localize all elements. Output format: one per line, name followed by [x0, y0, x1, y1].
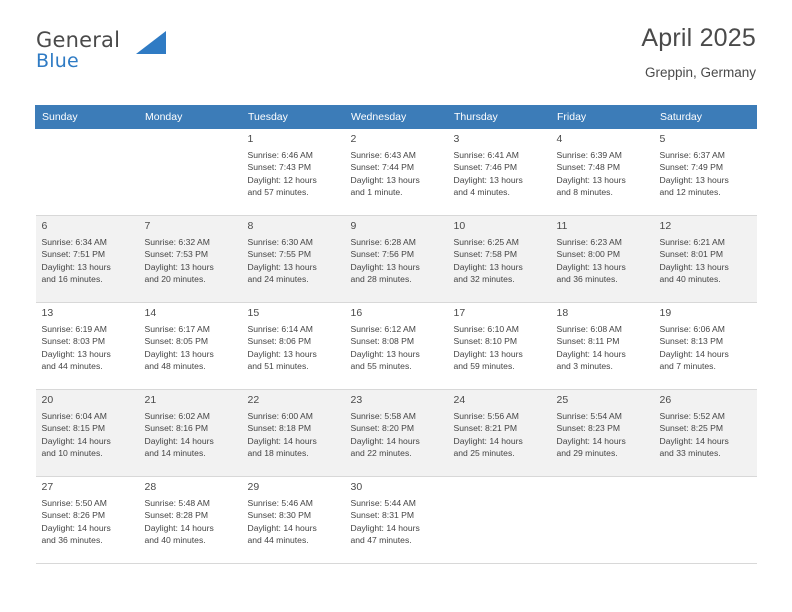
- sunset-text: Sunset: 8:11 PM: [556, 336, 620, 347]
- sunrise-text: Sunrise: 6:19 AM: [41, 324, 107, 334]
- daylight-text-line2: and 8 minutes.: [556, 187, 613, 198]
- day-info: [248, 149, 339, 199]
- day-cell[interactable]: [654, 303, 757, 390]
- daylight-text-line1: Daylight: 13 hours: [144, 261, 214, 272]
- day-info: [557, 323, 648, 373]
- day-cell[interactable]: [448, 303, 551, 390]
- sunset-text: Sunset: 7:43 PM: [247, 162, 312, 173]
- day-info: [42, 236, 133, 286]
- daylight-text-line1: Daylight: 14 hours: [659, 435, 729, 446]
- day-info: [454, 149, 545, 199]
- sunset-text: Sunset: 8:08 PM: [350, 336, 415, 347]
- weekday-header-friday: Friday: [551, 106, 654, 129]
- sunset-text: Sunset: 8:01 PM: [659, 249, 724, 260]
- day-cell[interactable]: [139, 477, 242, 564]
- day-cell[interactable]: [448, 390, 551, 477]
- daylight-text-line1: Daylight: 13 hours: [453, 348, 523, 359]
- day-cell[interactable]: [551, 129, 654, 216]
- triangle-logo-icon: [134, 30, 168, 56]
- sunset-text: Sunset: 8:21 PM: [453, 423, 518, 434]
- daylight-text-line2: and 14 minutes.: [144, 448, 206, 459]
- day-cell: [36, 129, 139, 216]
- sunrise-text: Sunrise: 6:00 AM: [247, 411, 313, 421]
- day-number: 29: [247, 481, 260, 493]
- day-cell[interactable]: [36, 303, 139, 390]
- day-cell[interactable]: [139, 216, 242, 303]
- day-info: [145, 410, 236, 460]
- sunset-text: Sunset: 8:00 PM: [556, 249, 621, 260]
- day-info: [145, 497, 236, 547]
- weekday-header-saturday: Saturday: [654, 106, 757, 129]
- sunset-text: Sunset: 8:18 PM: [247, 423, 312, 434]
- daylight-text-line1: Daylight: 13 hours: [556, 174, 626, 185]
- day-cell[interactable]: [654, 129, 757, 216]
- daylight-text-line2: and 33 minutes.: [659, 448, 721, 459]
- day-info: [42, 497, 133, 547]
- daylight-text-line1: Daylight: 14 hours: [453, 435, 523, 446]
- daylight-text-line2: and 25 minutes.: [453, 448, 515, 459]
- sunset-text: Sunset: 8:30 PM: [247, 510, 312, 521]
- day-number: 17: [453, 307, 466, 319]
- calendar-week-row: [36, 477, 757, 564]
- daylight-text-line2: and 1 minute.: [350, 187, 403, 198]
- day-cell[interactable]: [242, 390, 345, 477]
- day-number: 23: [350, 394, 363, 406]
- sunrise-text: Sunrise: 6:32 AM: [144, 237, 210, 247]
- sunset-text: Sunset: 8:31 PM: [350, 510, 415, 521]
- sunset-text: Sunset: 7:46 PM: [453, 162, 518, 173]
- daylight-text-line2: and 44 minutes.: [41, 361, 103, 372]
- daylight-text-line2: and 29 minutes.: [556, 448, 618, 459]
- day-number: 22: [247, 394, 260, 406]
- sunset-text: Sunset: 8:25 PM: [659, 423, 724, 434]
- day-number: 2: [350, 133, 357, 145]
- day-cell[interactable]: [36, 477, 139, 564]
- day-number: 3: [453, 133, 460, 145]
- daylight-text-line1: Daylight: 13 hours: [453, 174, 523, 185]
- sunset-text: Sunset: 8:20 PM: [350, 423, 415, 434]
- day-info: [660, 410, 751, 460]
- day-info: [351, 497, 442, 547]
- day-number: 14: [144, 307, 157, 319]
- daylight-text-line1: Daylight: 14 hours: [556, 435, 626, 446]
- day-info: [351, 236, 442, 286]
- day-info: [557, 410, 648, 460]
- day-info: [557, 236, 648, 286]
- day-number: 18: [556, 307, 569, 319]
- daylight-text-line1: Daylight: 14 hours: [247, 435, 317, 446]
- day-number: 5: [659, 133, 666, 145]
- day-info: [557, 149, 648, 199]
- daylight-text-line1: Daylight: 13 hours: [453, 261, 523, 272]
- daylight-text-line1: Daylight: 13 hours: [41, 261, 111, 272]
- day-info: [248, 323, 339, 373]
- sunrise-text: Sunrise: 6:08 AM: [556, 324, 622, 334]
- sunrise-text: Sunrise: 6:02 AM: [144, 411, 210, 421]
- sunrise-text: Sunrise: 6:12 AM: [350, 324, 416, 334]
- weekday-header-wednesday: Wednesday: [345, 106, 448, 129]
- daylight-text-line2: and 28 minutes.: [350, 274, 412, 285]
- daylight-text-line2: and 36 minutes.: [41, 535, 103, 546]
- sunset-text: Sunset: 8:06 PM: [247, 336, 312, 347]
- daylight-text-line2: and 7 minutes.: [659, 361, 716, 372]
- day-cell: [448, 477, 551, 564]
- sunrise-text: Sunrise: 5:50 AM: [41, 498, 107, 508]
- daylight-text-line2: and 3 minutes.: [556, 361, 613, 372]
- sunrise-text: Sunrise: 5:46 AM: [247, 498, 313, 508]
- day-info: [145, 323, 236, 373]
- day-number: 13: [41, 307, 54, 319]
- day-cell[interactable]: [242, 303, 345, 390]
- daylight-text-line2: and 16 minutes.: [41, 274, 103, 285]
- day-number: 20: [41, 394, 54, 406]
- daylight-text-line1: Daylight: 14 hours: [556, 348, 626, 359]
- weekday-header-tuesday: Tuesday: [242, 106, 345, 129]
- sunrise-text: Sunrise: 6:21 AM: [659, 237, 725, 247]
- sunrise-text: Sunrise: 6:06 AM: [659, 324, 725, 334]
- daylight-text-line1: Daylight: 12 hours: [247, 174, 317, 185]
- day-info: [248, 410, 339, 460]
- sunset-text: Sunset: 7:44 PM: [350, 162, 415, 173]
- day-number: 8: [247, 220, 254, 232]
- calendar-header-row: [36, 106, 757, 129]
- daylight-text-line2: and 22 minutes.: [350, 448, 412, 459]
- daylight-text-line1: Daylight: 13 hours: [350, 261, 420, 272]
- daylight-text-line2: and 51 minutes.: [247, 361, 309, 372]
- title-block: [641, 24, 756, 80]
- daylight-text-line1: Daylight: 13 hours: [41, 348, 111, 359]
- calendar-table: [35, 105, 757, 564]
- day-cell[interactable]: [345, 303, 448, 390]
- daylight-text-line2: and 47 minutes.: [350, 535, 412, 546]
- day-info: [454, 410, 545, 460]
- daylight-text-line2: and 4 minutes.: [453, 187, 510, 198]
- day-cell[interactable]: [551, 303, 654, 390]
- day-number: 28: [144, 481, 157, 493]
- daylight-text-line2: and 18 minutes.: [247, 448, 309, 459]
- sunset-text: Sunset: 8:05 PM: [144, 336, 209, 347]
- daylight-text-line1: Daylight: 14 hours: [350, 435, 420, 446]
- day-cell[interactable]: [654, 216, 757, 303]
- daylight-text-line1: Daylight: 14 hours: [247, 522, 317, 533]
- day-info: [351, 323, 442, 373]
- page-header: [36, 24, 756, 100]
- daylight-text-line1: Daylight: 14 hours: [659, 348, 729, 359]
- sunrise-text: Sunrise: 6:23 AM: [556, 237, 622, 247]
- day-number: 26: [659, 394, 672, 406]
- day-cell[interactable]: [551, 390, 654, 477]
- day-cell[interactable]: [551, 216, 654, 303]
- daylight-text-line2: and 20 minutes.: [144, 274, 206, 285]
- sunrise-text: Sunrise: 6:46 AM: [247, 150, 313, 160]
- sunrise-text: Sunrise: 6:10 AM: [453, 324, 519, 334]
- sunrise-text: Sunrise: 5:44 AM: [350, 498, 416, 508]
- sunset-text: Sunset: 8:10 PM: [453, 336, 518, 347]
- sunset-text: Sunset: 8:13 PM: [659, 336, 724, 347]
- weekday-header-sunday: Sunday: [36, 106, 139, 129]
- day-cell[interactable]: [139, 390, 242, 477]
- day-number: 16: [350, 307, 363, 319]
- day-info: [351, 410, 442, 460]
- day-number: 15: [247, 307, 260, 319]
- sunset-text: Sunset: 7:58 PM: [453, 249, 518, 260]
- day-info: [454, 323, 545, 373]
- daylight-text-line2: and 24 minutes.: [247, 274, 309, 285]
- day-number: 12: [659, 220, 672, 232]
- daylight-text-line2: and 59 minutes.: [453, 361, 515, 372]
- day-cell[interactable]: [345, 477, 448, 564]
- brand-logo: [36, 28, 256, 72]
- daylight-text-line2: and 40 minutes.: [144, 535, 206, 546]
- sunset-text: Sunset: 7:53 PM: [144, 249, 209, 260]
- day-info: [660, 149, 751, 199]
- sunrise-text: Sunrise: 6:37 AM: [659, 150, 725, 160]
- daylight-text-line2: and 57 minutes.: [247, 187, 309, 198]
- daylight-text-line1: Daylight: 13 hours: [144, 348, 214, 359]
- calendar-week-row: [36, 303, 757, 390]
- day-cell: [139, 129, 242, 216]
- brand-name-general: General: [36, 28, 121, 52]
- day-number: 10: [453, 220, 466, 232]
- calendar-week-row: [36, 216, 757, 303]
- sunrise-text: Sunrise: 5:48 AM: [144, 498, 210, 508]
- day-cell[interactable]: [345, 216, 448, 303]
- sunset-text: Sunset: 8:03 PM: [41, 336, 106, 347]
- daylight-text-line2: and 55 minutes.: [350, 361, 412, 372]
- sunset-text: Sunset: 7:49 PM: [659, 162, 724, 173]
- day-info: [351, 149, 442, 199]
- day-number: 4: [556, 133, 563, 145]
- daylight-text-line2: and 10 minutes.: [41, 448, 103, 459]
- sunrise-text: Sunrise: 6:28 AM: [350, 237, 416, 247]
- day-info: [660, 323, 751, 373]
- sunset-text: Sunset: 7:56 PM: [350, 249, 415, 260]
- sunrise-text: Sunrise: 6:34 AM: [41, 237, 107, 247]
- day-number: 9: [350, 220, 357, 232]
- calendar-week-row: [36, 390, 757, 477]
- daylight-text-line2: and 12 minutes.: [659, 187, 721, 198]
- day-info: [248, 497, 339, 547]
- day-cell[interactable]: [345, 390, 448, 477]
- day-cell[interactable]: [242, 129, 345, 216]
- daylight-text-line1: Daylight: 13 hours: [350, 348, 420, 359]
- sunrise-text: Sunrise: 6:04 AM: [41, 411, 107, 421]
- brand-name-blue: Blue: [36, 50, 79, 72]
- daylight-text-line2: and 36 minutes.: [556, 274, 618, 285]
- daylight-text-line2: and 40 minutes.: [659, 274, 721, 285]
- day-cell: [654, 477, 757, 564]
- day-cell[interactable]: [345, 129, 448, 216]
- sunset-text: Sunset: 7:51 PM: [41, 249, 106, 260]
- weekday-header-monday: Monday: [139, 106, 242, 129]
- day-number: 19: [659, 307, 672, 319]
- daylight-text-line1: Daylight: 14 hours: [41, 522, 111, 533]
- sunrise-text: Sunrise: 6:14 AM: [247, 324, 313, 334]
- daylight-text-line1: Daylight: 13 hours: [556, 261, 626, 272]
- day-cell[interactable]: [654, 390, 757, 477]
- day-info: [660, 236, 751, 286]
- sunrise-text: Sunrise: 5:56 AM: [453, 411, 519, 421]
- daylight-text-line1: Daylight: 14 hours: [41, 435, 111, 446]
- day-cell[interactable]: [448, 129, 551, 216]
- sunset-text: Sunset: 8:15 PM: [41, 423, 106, 434]
- day-number: 30: [350, 481, 363, 493]
- day-cell[interactable]: [448, 216, 551, 303]
- day-cell[interactable]: [242, 216, 345, 303]
- day-number: 24: [453, 394, 466, 406]
- day-cell[interactable]: [36, 390, 139, 477]
- day-number: 27: [41, 481, 54, 493]
- sunset-text: Sunset: 8:16 PM: [144, 423, 209, 434]
- sunrise-text: Sunrise: 6:25 AM: [453, 237, 519, 247]
- day-info: [145, 236, 236, 286]
- sunset-text: Sunset: 7:48 PM: [556, 162, 621, 173]
- sunrise-text: Sunrise: 6:30 AM: [247, 237, 313, 247]
- day-cell[interactable]: [36, 216, 139, 303]
- sunrise-text: Sunrise: 6:41 AM: [453, 150, 519, 160]
- sunrise-text: Sunrise: 5:58 AM: [350, 411, 416, 421]
- sunrise-text: Sunrise: 6:43 AM: [350, 150, 416, 160]
- day-number: 7: [144, 220, 151, 232]
- sunrise-text: Sunrise: 6:39 AM: [556, 150, 622, 160]
- daylight-text-line1: Daylight: 13 hours: [350, 174, 420, 185]
- day-info: [42, 410, 133, 460]
- day-cell[interactable]: [139, 303, 242, 390]
- day-info: [454, 236, 545, 286]
- sunset-text: Sunset: 7:55 PM: [247, 249, 312, 260]
- sunrise-text: Sunrise: 6:17 AM: [144, 324, 210, 334]
- daylight-text-line1: Daylight: 13 hours: [247, 348, 317, 359]
- weekday-header-thursday: Thursday: [448, 106, 551, 129]
- daylight-text-line1: Daylight: 14 hours: [144, 522, 214, 533]
- sunset-text: Sunset: 8:28 PM: [144, 510, 209, 521]
- daylight-text-line2: and 44 minutes.: [247, 535, 309, 546]
- daylight-text-line1: Daylight: 14 hours: [350, 522, 420, 533]
- page-subtitle-location: Greppin, Germany: [644, 65, 756, 80]
- daylight-text-line1: Daylight: 13 hours: [247, 261, 317, 272]
- sunset-text: Sunset: 8:26 PM: [41, 510, 106, 521]
- daylight-text-line1: Daylight: 14 hours: [144, 435, 214, 446]
- day-cell: [551, 477, 654, 564]
- day-info: [248, 236, 339, 286]
- calendar-week-row: [36, 129, 757, 216]
- daylight-text-line1: Daylight: 13 hours: [659, 174, 729, 185]
- day-number: 6: [41, 220, 48, 232]
- day-number: 11: [556, 220, 568, 232]
- page-title: April 2025: [641, 24, 756, 52]
- day-number: 25: [556, 394, 569, 406]
- sunrise-text: Sunrise: 5:54 AM: [556, 411, 622, 421]
- daylight-text-line2: and 48 minutes.: [144, 361, 206, 372]
- day-cell[interactable]: [242, 477, 345, 564]
- daylight-text-line1: Daylight: 13 hours: [659, 261, 729, 272]
- day-info: [42, 323, 133, 373]
- day-number: 1: [247, 133, 254, 145]
- sunrise-text: Sunrise: 5:52 AM: [659, 411, 725, 421]
- day-number: 21: [144, 394, 157, 406]
- sunset-text: Sunset: 8:23 PM: [556, 423, 621, 434]
- daylight-text-line2: and 32 minutes.: [453, 274, 515, 285]
